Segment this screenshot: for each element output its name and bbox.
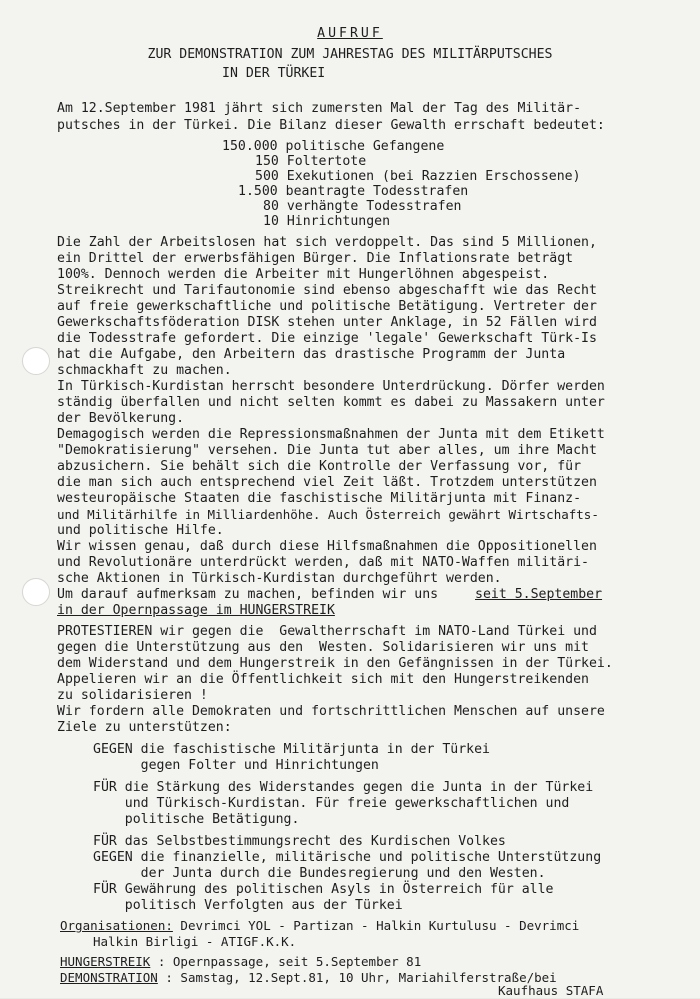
protest-line: dem Widerstand und dem Hungerstreik in den Gefängnissen in der Türkei. xyxy=(57,656,613,671)
stat-line: 10 Hinrichtungen xyxy=(263,214,391,229)
body-line: abzusichern. Sie behält sich die Kontrolle der Verfassung vor, für xyxy=(57,459,582,474)
body-line: und Militärhilfe in Milliardenhöhe. Auch Österreich gewährt Wirtschafts- xyxy=(57,507,599,522)
body-line: 100%. Dennoch werden die Arbeiter mit Hungerlöhnen abgespeist. xyxy=(57,267,550,282)
demonstration-place: Kaufhaus STAFA xyxy=(498,983,604,998)
body-line: Streikrecht und Tarifautonomie sind ebenso abgeschafft wie das Recht xyxy=(57,283,597,298)
body-line: ein Drittel der erwerbsfähigen Bürger. Die Inflationsrate beträgt xyxy=(57,251,574,266)
organisations-list-1: Devrimci YOL - Partizan - Halkin Kurtulusu - Devrimci xyxy=(172,918,580,933)
subtitle-line-1: ZUR DEMONSTRATION ZUM JAHRESTAG DES MILITÄRPUTSCHES xyxy=(147,47,553,62)
protest-line: Wir fordern alle Demokraten und fortschrittlichen Menschen auf unsere xyxy=(57,704,605,719)
stat-line: 150 Foltertote xyxy=(255,154,367,169)
goal-line: und Türkisch-Kurdistan. Für freie gewerkschaftlichen und xyxy=(93,796,570,811)
protest-line: Appelieren wir an die Öffentlichkeit sich mit den Hungerstreikenden xyxy=(57,672,589,687)
body-line: Demagogisch werden die Repressionsmaßnahmen der Junta mit dem Etikett xyxy=(57,427,605,442)
subtitle-line-2: IN DER TÜRKEI xyxy=(222,66,326,81)
protest-line: Ziele zu unterstützen: xyxy=(57,720,232,735)
protest-line: zu solidarisieren ! xyxy=(57,688,208,703)
protest-line: PROTESTIEREN wir gegen die Gewaltherrschaft im NATO-Land Türkei und xyxy=(57,624,597,639)
goal-line: GEGEN die finanzielle, militärische und politische Unterstützung xyxy=(93,850,602,865)
body-line: "Demokratisierung" versehen. Die Junta tut aber alles, um ihre Macht xyxy=(57,443,597,458)
body-line: auf freie gewerkschaftliche und politische Betätigung. Vertreter der xyxy=(57,299,597,314)
goal-line: gegen Folter und Hinrichtungen xyxy=(93,758,379,773)
demonstration-line xyxy=(60,970,557,986)
body-line: ständig überfallen und nicht selten kommt es dabei zu Massakern unter xyxy=(57,395,605,410)
stat-line: 1.500 beantragte Todesstrafen xyxy=(238,184,469,199)
organisations-line xyxy=(60,918,579,934)
goal-line: FÜR Gewährung des politischen Asyls in Österreich für alle xyxy=(93,882,554,897)
body-line: und Revolutionäre unterdrückt werden, daß mit NATO-Waffen militäri- xyxy=(57,555,589,570)
goal-line: FÜR die Stärkung des Widerstandes gegen die Junta in der Türkei xyxy=(93,780,594,795)
organisations-label: Organisationen: xyxy=(60,918,173,933)
hungerstrike-start-date: seit 5.September xyxy=(475,587,603,602)
demonstration-text: : Samstag, 12.Sept.81, 10 Uhr, Mariahilferstraße/bei xyxy=(157,970,557,985)
hungerstrike-text: : Opernpassage, seit 5.September 81 xyxy=(150,954,422,969)
punch-hole xyxy=(22,347,50,375)
goal-line: politische Betätigung. xyxy=(93,812,300,827)
demonstration-label: DEMONSTRATION xyxy=(60,970,158,985)
body-line: westeuropäische Staaten die faschistische Militärjunta mit Finanz- xyxy=(57,491,582,506)
body-line: schmackhaft zu machen. xyxy=(57,363,232,378)
hungerstrike-location: in der Opernpassage im HUNGERSTREIK xyxy=(57,603,335,618)
hungerstrike-line xyxy=(60,954,421,970)
goal-line: politisch Verfolgten aus der Türkei xyxy=(93,898,403,913)
body-line: In Türkisch-Kurdistan herrscht besondere Unterdrückung. Dörfer werden xyxy=(57,379,605,394)
goal-line: der Junta durch die Bundesregierung und den Westen. xyxy=(93,866,546,881)
goal-line: FÜR das Selbstbestimmungsrecht des Kurdischen Volkes xyxy=(93,834,506,849)
punch-hole xyxy=(22,578,50,606)
body-line: die man sich auch entsprechend viel Zeit läßt. Trotzdem unterstützen xyxy=(57,475,597,490)
body-line: hat die Aufgabe, den Arbeitern das drastische Programm der Junta xyxy=(57,347,566,362)
goal-line: GEGEN die faschistische Militärjunta in der Türkei xyxy=(93,742,490,757)
title: AUFRUF xyxy=(317,26,383,41)
body-line: und politische Hilfe. xyxy=(57,523,224,538)
intro-line: putsches in der Türkei. Die Bilanz dieser Gewalth errschaft bedeutet: xyxy=(57,118,605,133)
hungerstrike-label: HUNGERSTREIK xyxy=(60,954,151,969)
organisations-list-2: Halkin Birligi - ATIGF.K.K. xyxy=(93,934,297,949)
body-line: Wir wissen genau, daß durch diese Hilfsmaßnahmen die Oppositionellen xyxy=(57,539,597,554)
body-line: der Bevölkerung. xyxy=(57,411,185,426)
protest-line: gegen die Unterstützung aus den Westen. Solidarisieren wir uns mit xyxy=(57,640,589,655)
body-line: Um darauf aufmerksam zu machen, befinden wir uns xyxy=(57,587,447,602)
body-line: Die Zahl der Arbeitslosen hat sich verdoppelt. Das sind 5 Millionen, xyxy=(57,235,597,250)
stat-line: 500 Exekutionen (bei Razzien Erschossene) xyxy=(255,169,581,184)
stat-line: 150.000 politische Gefangene xyxy=(222,139,445,154)
body-line: Gewerkschaftsföderation DISK stehen unter Anklage, in 52 Fällen wird xyxy=(57,315,597,330)
intro-line: Am 12.September 1981 jährt sich zumersten Mal der Tag des Militär- xyxy=(57,101,582,116)
stat-line: 80 verhängte Todesstrafen xyxy=(263,199,462,214)
body-line: sche Aktionen in Türkisch-Kurdistan durchgeführt werden. xyxy=(57,571,502,586)
body-line: die Todesstrafe gefordert. Die einzige 'legale' Gewerkschaft Türk-Is xyxy=(57,331,597,346)
